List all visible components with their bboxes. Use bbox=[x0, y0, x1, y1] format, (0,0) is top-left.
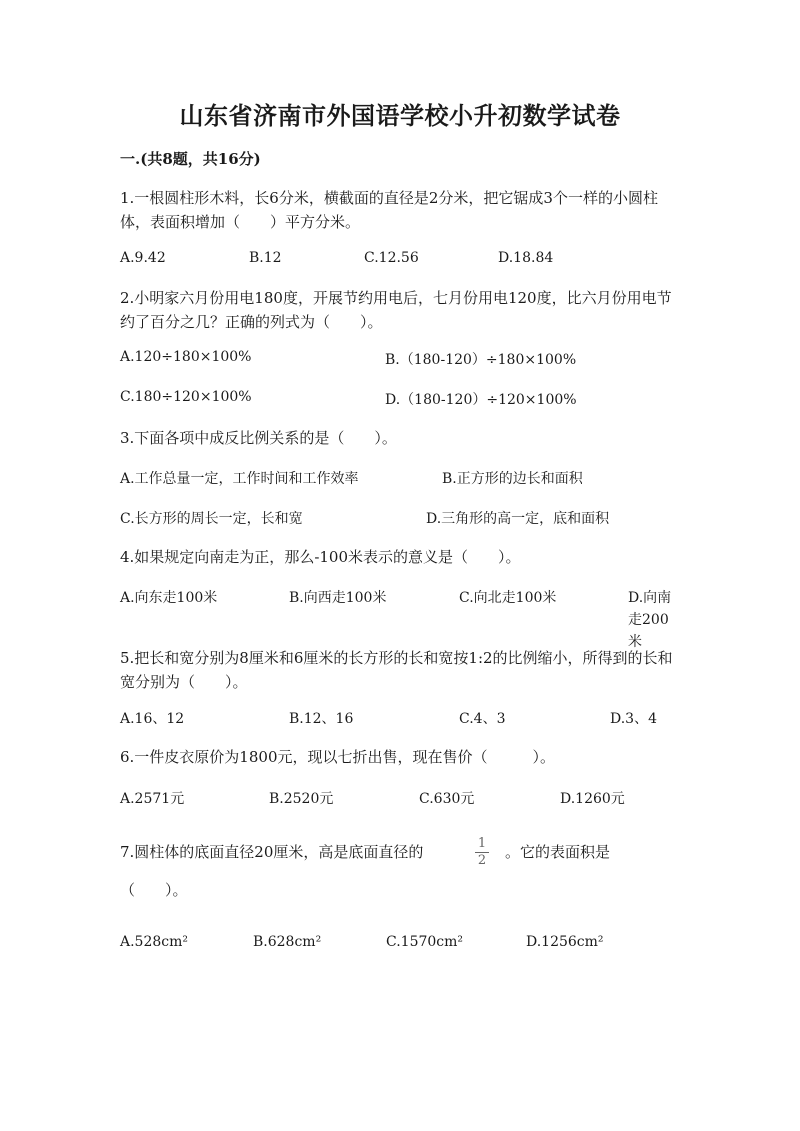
option-a[interactable]: A.528cm² bbox=[120, 934, 189, 950]
option-d[interactable]: D.三角形的高一定，底和面积 bbox=[426, 511, 610, 527]
option-c[interactable]: C.12.56 bbox=[364, 250, 419, 266]
option-b[interactable]: B.12、16 bbox=[289, 711, 354, 727]
option-c[interactable]: C.4、3 bbox=[459, 711, 506, 727]
option-c[interactable]: C.向北走100米 bbox=[459, 590, 557, 606]
option-b[interactable]: B.向西走100米 bbox=[289, 590, 387, 606]
question-6-options bbox=[120, 788, 690, 810]
question-2: 2.小明家六月份用电180度，开展节约用电后，七月份用电120度，比六月份用电节约了百分之几？正确的列式为（ ）。 bbox=[120, 289, 672, 331]
option-a[interactable]: A.工作总量一定，工作时间和工作效率 bbox=[120, 471, 359, 487]
question-5-options bbox=[120, 708, 690, 730]
question-1: 1.一根圆柱形木料，长6分米，横截面的直径是2分米，把它锯成3个一样的小圆柱体，表面积增加（ ）平方分米。 bbox=[120, 189, 658, 231]
option-c[interactable]: C.1570cm² bbox=[386, 934, 464, 950]
question-6: 6.一件皮衣原价为1800元，现以七折出售，现在售价（ ）。 bbox=[120, 748, 555, 766]
question-7-text-b: 。它的表面积是 bbox=[505, 843, 611, 861]
question-3: 3.下面各项中成反比例关系的是（ ）。 bbox=[120, 429, 397, 447]
question-3-options-row2 bbox=[120, 508, 690, 530]
option-d[interactable]: D.（180-120）÷120×100% bbox=[385, 392, 577, 408]
option-c[interactable]: C.180÷120×100% bbox=[120, 389, 252, 405]
option-d[interactable]: D.1260元 bbox=[560, 791, 625, 807]
option-d[interactable]: D.3、4 bbox=[610, 711, 657, 727]
option-c[interactable]: C.630元 bbox=[419, 791, 475, 807]
option-b[interactable]: B.（180-120）÷180×100% bbox=[385, 352, 577, 368]
option-a[interactable]: A.9.42 bbox=[120, 250, 166, 266]
option-a[interactable]: A.16、12 bbox=[120, 711, 185, 727]
question-4-options bbox=[120, 587, 690, 650]
option-d[interactable]: D.1256cm² bbox=[526, 934, 604, 950]
question-1-options bbox=[120, 250, 690, 272]
fraction-numerator: 1 bbox=[477, 836, 487, 851]
question-3-options-row1 bbox=[120, 468, 690, 490]
option-d[interactable]: D.向南走200米 bbox=[628, 590, 672, 650]
question-2-options-row2 bbox=[120, 389, 690, 411]
option-a[interactable]: A.120÷180×100% bbox=[120, 349, 252, 365]
option-b[interactable]: B.628cm² bbox=[253, 934, 322, 950]
option-b[interactable]: B.12 bbox=[249, 250, 282, 266]
section-heading: 一.(共8题，共16分) bbox=[120, 150, 261, 168]
option-d[interactable]: D.18.84 bbox=[498, 250, 554, 266]
fraction-one-half bbox=[475, 837, 489, 868]
question-7-text-c: （ ）。 bbox=[120, 881, 188, 899]
fraction-denominator: 2 bbox=[477, 853, 487, 868]
option-b[interactable]: B.2520元 bbox=[269, 791, 334, 807]
question-7-text-a: 7.圆柱体的底面直径20厘米，高是底面直径的 bbox=[120, 843, 424, 861]
option-a[interactable]: A.2571元 bbox=[120, 791, 185, 807]
question-7-options bbox=[120, 934, 690, 956]
question-5: 5.把长和宽分别为8厘米和6厘米的长方形的长和宽按1:2的比例缩小，所得到的长和宽分别为（ ）。 bbox=[120, 649, 673, 691]
page-title: 山东省济南市外国语学校小升初数学试卷 bbox=[179, 101, 621, 130]
option-c[interactable]: C.长方形的周长一定，长和宽 bbox=[120, 511, 303, 527]
question-2-options-row1 bbox=[120, 349, 690, 371]
option-b[interactable]: B.正方形的边长和面积 bbox=[442, 471, 583, 487]
option-a[interactable]: A.向东走100米 bbox=[120, 590, 218, 606]
question-4: 4.如果规定向南走为正，那么-100米表示的意义是（ ）。 bbox=[120, 548, 521, 566]
